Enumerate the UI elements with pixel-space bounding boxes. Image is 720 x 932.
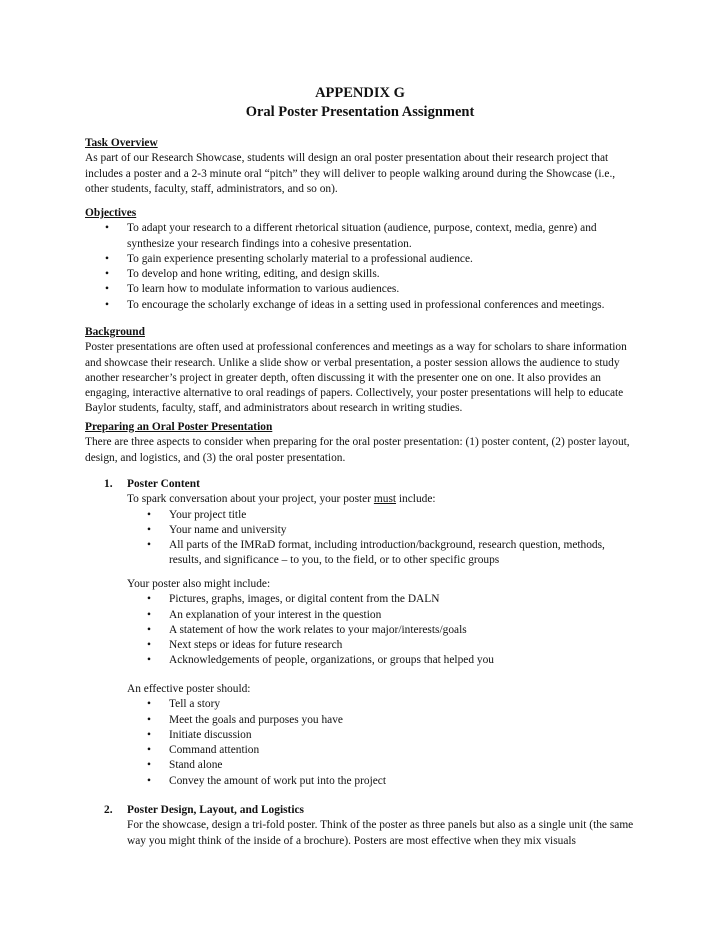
list-item: • Command attention: [127, 743, 640, 758]
list-item: • A statement of how the work relates to your major/interests/goals: [127, 623, 640, 638]
objectives-list: [85, 221, 640, 313]
background-text: Poster presentations are often used at professional conferences and meetings as a way for scholars to share information and showcase their research. Unlike a slide show or verbal presentation, a poster session allows the audience to study another researcher’s project in greater depth, often discussing it with the presenter one on one. It also provides an engaging, interactive alternative to oral readings of papers. Collectively, your poster presentations will help to educate Baylor students, faculty, staff, and administrators about research in writing studies.: [85, 341, 627, 415]
task-overview-heading: Task Overview: [85, 137, 158, 149]
list-item: • To develop and hone writing, editing, and design skills.: [85, 267, 640, 282]
objectives-section: [85, 206, 640, 313]
list-item: • All parts of the IMRaD format, including introduction/background, research question, methods, results, and significance – to you, to the field, or to other specific groups: [127, 538, 640, 569]
list-item: • An explanation of your interest in the question: [127, 608, 640, 623]
must-include-list: [127, 508, 640, 569]
list-item: • Next steps or ideas for future research: [127, 638, 640, 653]
page-title: Oral Poster Presentation Assignment: [245, 104, 475, 120]
list-item: • Meet the goals and purposes you have: [127, 713, 640, 728]
poster-content-heading: Poster Content: [127, 478, 200, 490]
list-item: • Pictures, graphs, images, or digital content from the DALN: [127, 592, 640, 607]
list-item: • Stand alone: [127, 758, 640, 773]
list-item: • To encourage the scholarly exchange of ideas in a setting used in professional conferences and meetings.: [85, 298, 640, 313]
list-item: • Acknowledgements of people, organizations, or groups that helped you: [127, 653, 640, 668]
list-item: • To learn how to modulate information to various audiences.: [85, 282, 640, 297]
preparing-section: [85, 420, 640, 466]
might-include-intro: Your poster also might include:: [127, 578, 271, 590]
task-overview-text: As part of our Research Showcase, students will design an oral poster presentation about their research project that includes a poster and a 2-3 minute oral “pitch” they will deliver to people walking around during the Showcase (i.e., other students, faculty, staff, administrators, and so on).: [85, 152, 616, 195]
list-item: • Your project title: [127, 508, 640, 523]
poster-design-heading: Poster Design, Layout, and Logistics: [127, 804, 304, 816]
effective-poster-block: [127, 682, 640, 789]
background-heading: Background: [85, 326, 145, 338]
poster-content-section: [127, 477, 640, 569]
objectives-heading: Objectives: [85, 207, 137, 219]
list-item: • To gain experience presenting scholarly material to a professional audience.: [85, 252, 640, 267]
might-include-list: [127, 592, 640, 668]
appendix-label: APPENDIX G: [315, 85, 405, 101]
list-item: • To adapt your research to a different rhetorical situation (audience, purpose, context, media, genre) and synthesize your research findings into a cohesive presentation.: [85, 221, 640, 252]
effective-poster-list: [127, 697, 640, 789]
list-item: • Your name and university: [127, 523, 640, 538]
background-section: [85, 325, 640, 417]
list-item: • Initiate discussion: [127, 728, 640, 743]
poster-design-text: For the showcase, design a tri-fold poster. Think of the poster as three panels but also as a single unit (the same way you might think of the inside of a brochure). Posters are most effective when they mix visuals: [127, 819, 634, 847]
task-overview-section: [85, 136, 640, 197]
might-include-block: [127, 577, 640, 669]
preparing-heading: Preparing an Oral Poster Presentation: [85, 421, 273, 433]
list-item: • Tell a story: [127, 697, 640, 712]
section-number: 1.: [104, 478, 113, 490]
section-number: 2.: [104, 804, 113, 816]
effective-poster-intro: An effective poster should:: [127, 683, 251, 695]
poster-content-intro: To spark conversation about your project, your poster must include:: [127, 493, 436, 506]
poster-design-section: [127, 803, 640, 849]
list-item: • Convey the amount of work put into the project: [127, 774, 640, 789]
preparing-text: There are three aspects to consider when preparing for the oral poster presentation: (1) poster content, (2) poster layout, design, and logistics, and (3) the oral poster presentation.: [85, 436, 630, 464]
